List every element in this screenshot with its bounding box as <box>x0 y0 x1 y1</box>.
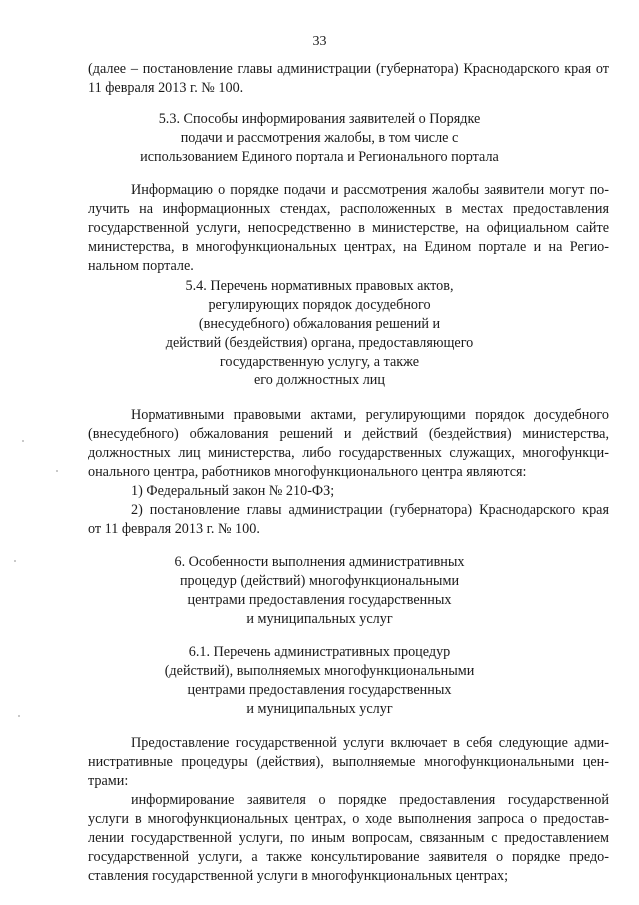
paragraph-6-1-line-5: услуги в многофункциональных центрах, о ходе выполнения запроса о предостав- <box>88 811 609 827</box>
heading-5-3-line-1: 5.3. Способы информирования заявителей о Порядке <box>158 111 481 127</box>
heading-5-4-line-2: регулирующих порядок досудебного <box>208 297 431 313</box>
scan-speck <box>56 470 58 472</box>
heading-5-4-line-4: действий (бездействия) органа, предоставляющего <box>165 335 474 351</box>
heading-5-4-line-1: 5.4. Перечень нормативных правовых актов, <box>185 278 454 294</box>
heading-5-4-line-3: (внесудебного) обжалования решений и <box>198 316 441 332</box>
paragraph-top-line-1: (далее – постановление главы администрации (губернатора) Краснодарского края от <box>88 61 609 77</box>
paragraph-5-4-list-item-2-cont: от 11 февраля 2013 г. № 100. <box>88 521 260 537</box>
paragraph-6-1-line-8: ставления государственной услуги в многофункциональных центрах; <box>88 868 509 884</box>
heading-6-line-2: процедур (действий) многофункциональными <box>179 573 460 589</box>
paragraph-5-3-line-4: министерства, в многофункциональных центрах, на Едином портале и на Регио- <box>88 239 609 255</box>
heading-6-1-line-2: (действий), выполняемых многофункциональными <box>164 663 475 679</box>
heading-6-1-line-4: и муниципальных услуг <box>246 701 393 717</box>
heading-6-1-line-3: центрами предоставления государственных <box>187 682 452 698</box>
paragraph-5-4-list-item-1: 1) Федеральный закон № 210-ФЗ; <box>131 483 335 499</box>
paragraph-5-3-line-1: Информацию о порядке подачи и рассмотрения жалобы заявители могут по- <box>131 182 609 198</box>
heading-6-line-4: и муниципальных услуг <box>246 611 393 627</box>
heading-6-line-1: 6. Особенности выполнения административных <box>174 554 465 570</box>
heading-5-4-line-6: его должностных лиц <box>254 372 385 388</box>
heading-6-line-3: центрами предоставления государственных <box>187 592 452 608</box>
heading-5-4-line-5: государственную услугу, а также <box>219 354 420 370</box>
scan-speck <box>18 715 20 717</box>
paragraph-5-4-line-1: Нормативными правовыми актами, регулирующими порядок досудебного <box>131 407 609 423</box>
paragraph-6-1-line-3: трами: <box>88 773 129 789</box>
paragraph-6-1-line-1: Предоставление государственной услуги включает в себя следующие адми- <box>131 735 609 751</box>
scan-speck <box>14 560 16 562</box>
scan-speck <box>22 440 24 442</box>
paragraph-6-1-line-2: нистративные процедуры (действия), выполняемые многофункциональными цен- <box>88 754 609 770</box>
paragraph-6-1-line-6: лении государственной услуги, по иным вопросам, связанным с предоставлением <box>88 830 609 846</box>
heading-5-3-line-2: подачи и рассмотрения жалобы, в том числе с <box>180 130 459 146</box>
paragraph-5-4-line-2: (внесудебного) обжалования решений и действий (бездействия) министерства, <box>88 426 609 442</box>
paragraph-6-1-line-4: информирование заявителя о порядке предоставления государственной <box>131 792 609 808</box>
paragraph-5-4-line-4: онального центра, работников многофункционального центра являются: <box>88 464 527 480</box>
heading-5-3-line-3: использованием Единого портала и Регионального портала <box>140 149 499 165</box>
paragraph-5-4-line-3: должностных лиц министерства, либо государственных служащих, многофункци- <box>88 445 609 461</box>
paragraph-5-3-line-2: лучить на информационных стендах, расположенных в местах предоставления <box>88 201 609 217</box>
paragraph-6-1-line-7: государственной услуги, а также консультирование заявителя о порядке предо- <box>88 849 609 865</box>
paragraph-5-3-line-3: государственной услуги, непосредственно в министерстве, на официальном сайте <box>88 220 609 236</box>
heading-6-1-line-1: 6.1. Перечень административных процедур <box>188 644 451 660</box>
paragraph-5-4-list-item-2: 2) постановление главы администрации (губернатора) Краснодарского края <box>131 502 609 518</box>
paragraph-5-3-line-5: нальном портале. <box>88 258 194 274</box>
paragraph-top-line-2: 11 февраля 2013 г. № 100. <box>88 80 244 96</box>
page-number: 33 <box>312 34 327 49</box>
